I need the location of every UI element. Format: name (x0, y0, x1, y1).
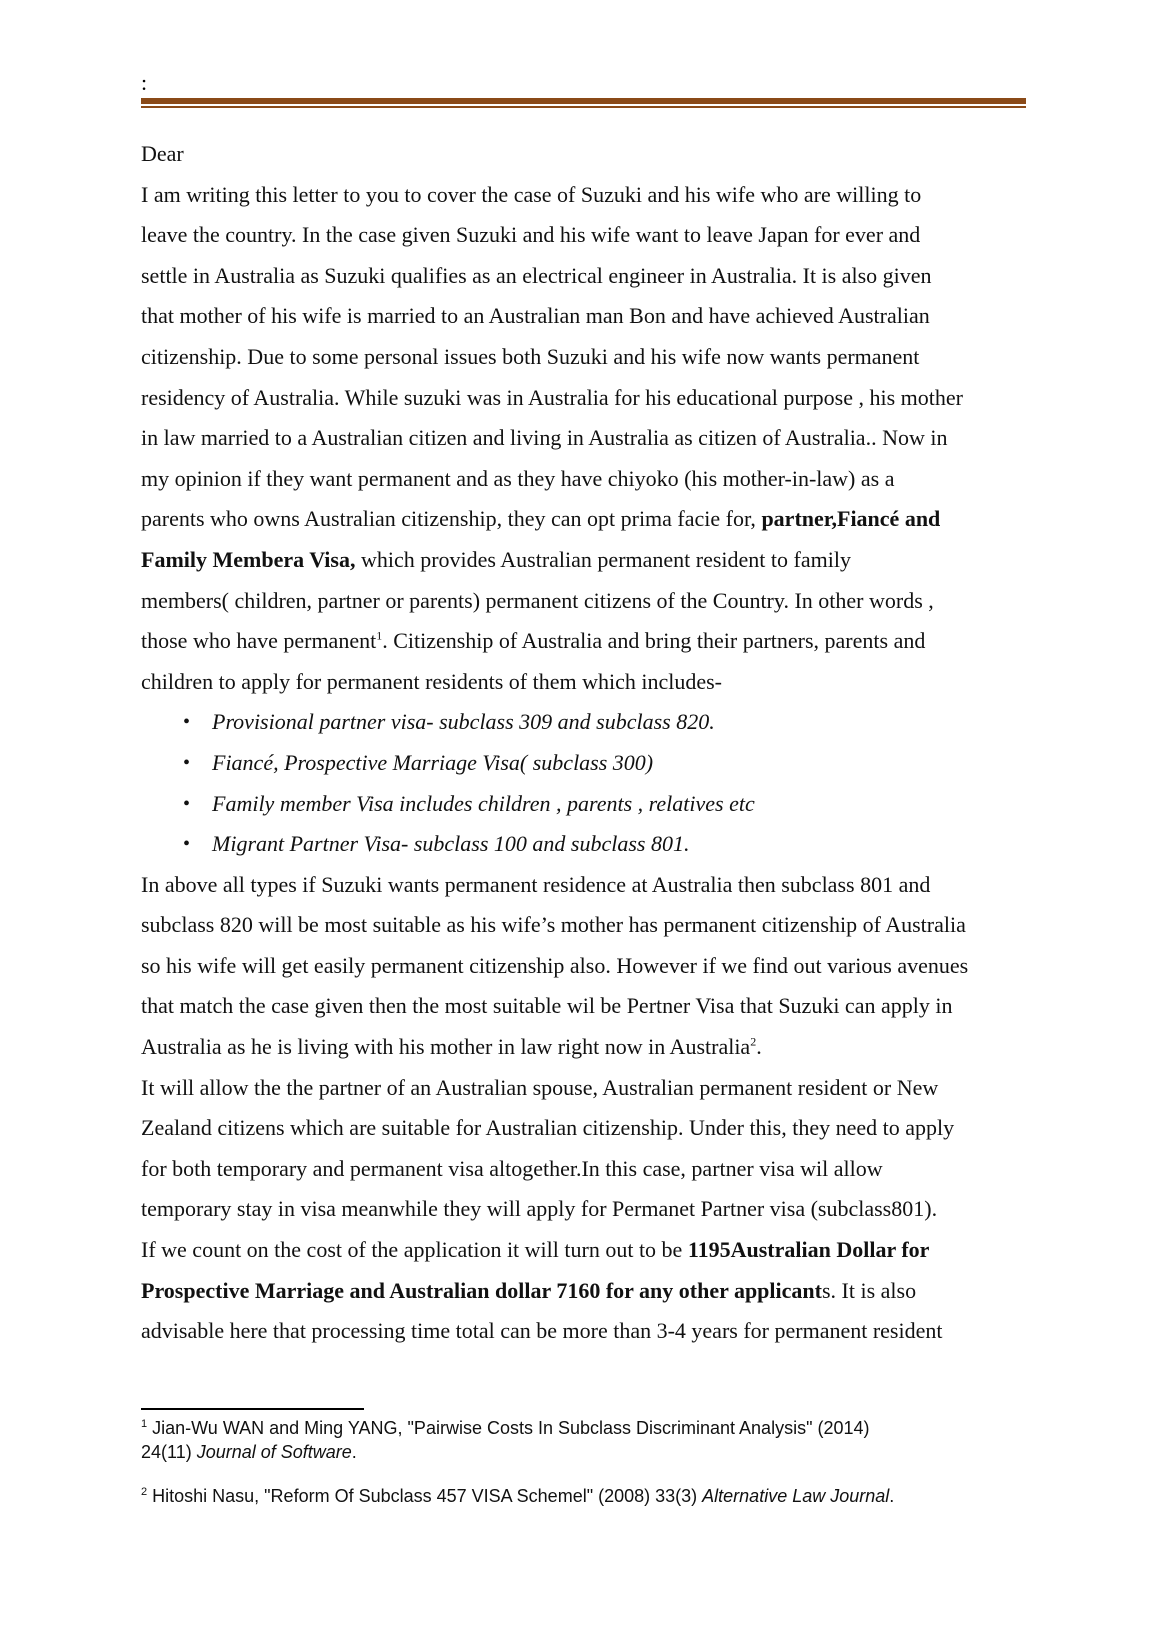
list-item (141, 824, 1033, 865)
footnote-journal: Journal of Software (196, 1442, 352, 1462)
p1-text: . Citizenship of Australia and bring their partners, parents and (382, 628, 926, 654)
footnote-journal: Alternative Law Journal (702, 1486, 890, 1506)
footnote-end: . (351, 1442, 357, 1462)
header-rule-thick (141, 98, 1026, 104)
footnote-number: 2 (141, 1486, 148, 1498)
p1-line: leave the country. In the case given Suzuki and his wife want to leave Japan for ever and (141, 222, 921, 248)
p1-text: which provides Australian permanent resident to family (355, 546, 851, 572)
p1-line: members( children, partner or parents) permanent citizens of the Country. In other words , (141, 587, 934, 613)
footnote-text: 24(11) (141, 1442, 197, 1462)
p1-line (141, 540, 1033, 581)
footnote-separator (141, 1408, 364, 1410)
p1-line: citizenship. Due to some personal issues both Suzuki and his wife now wants permanent (141, 343, 920, 369)
p1-line: my opinion if they want permanent and as they have chiyoko (his mother-in-law) as a (141, 465, 895, 491)
list-item-text: Migrant Partner Visa- subclass 100 and subclass 801. (212, 831, 690, 857)
list-item-text: Family member Visa includes children , parents , relatives etc (212, 790, 755, 816)
p3-line: Zealand citizens which are suitable for Australian citizenship. Under this, they need to apply (141, 1115, 955, 1141)
p2-line: subclass 820 will be most suitable as his wife’s mother has permanent citizenship of Australia (141, 912, 966, 938)
p4-text: If we count on the cost of the application it will turn out to be (141, 1237, 688, 1263)
p2-line: so his wife will get easily permanent citizenship also. However if we find out various avenues (141, 952, 969, 978)
p1-line (141, 499, 1033, 540)
visa-category-bold: partner,Fiancé and (761, 506, 941, 532)
footnote-ref-2[interactable]: 2 (750, 1034, 757, 1049)
letter-body (141, 134, 1033, 1352)
footnote-end: . (889, 1486, 895, 1506)
visa-category-bold: Family Membera Visa, (141, 546, 356, 572)
list-item (141, 784, 1033, 825)
p2-text: Australia as he is living with his mother in law right now in Australia (141, 1034, 751, 1060)
p4-line (141, 1271, 1033, 1312)
p1-line (141, 621, 1033, 662)
bullet-icon: • (183, 792, 191, 815)
p1-text: those who have permanent (141, 628, 377, 654)
bullet-icon: • (183, 751, 191, 774)
header-rule-thin (141, 106, 1026, 108)
header-mark: : (141, 70, 148, 95)
footnotes (141, 1416, 1021, 1508)
bullet-icon: • (183, 833, 191, 856)
salutation: Dear (141, 141, 184, 166)
p1-text: parents who owns Australian citizenship, they can opt prima facie for, (141, 506, 762, 532)
p1-line: in law married to a Australian citizen and living in Australia as citizen of Australia.. Now in (141, 425, 948, 451)
cost-bold: Prospective Marriage and Australian dollar 7160 for any other applicant (141, 1277, 822, 1303)
footnote-text: Hitoshi Nasu, "Reform Of Subclass 457 VISA Schemel" (2008) 33(3) (147, 1486, 703, 1506)
p1-line: children to apply for permanent residents of them which includes- (141, 668, 722, 694)
p1-line: I am writing this letter to you to cover the case of Suzuki and his wife who are willing to (141, 181, 922, 207)
p4-line (141, 1230, 1033, 1271)
list-item (141, 702, 1033, 743)
p1-line: residency of Australia. While suzuki was in Australia for his educational purpose , his mother (141, 384, 963, 410)
p2-line: In above all types if Suzuki wants permanent residence at Australia then subclass 801 and (141, 871, 931, 897)
paragraph-4 (141, 1230, 1033, 1352)
list-item-text: Provisional partner visa- subclass 309 and subclass 820. (212, 709, 715, 735)
footnote-1 (141, 1416, 1021, 1464)
p3-line: for both temporary and permanent visa altogether.In this case, partner visa wil allow (141, 1155, 883, 1181)
p1-line: settle in Australia as Suzuki qualifies as an electrical engineer in Australia. It is also given (141, 262, 932, 288)
paragraph-1 (141, 175, 1033, 703)
p1-line: that mother of his wife is married to an Australian man Bon and have achieved Australian (141, 303, 930, 329)
p3-line: It will allow the the partner of an Australian spouse, Australian permanent resident or New (141, 1074, 939, 1100)
visa-list (141, 702, 1033, 864)
p2-text: . (756, 1034, 762, 1060)
p2-line (141, 1027, 1033, 1068)
p2-line: that match the case given then the most suitable wil be Pertner Visa that Suzuki can apply in (141, 993, 953, 1019)
footnote-ref-1[interactable]: 1 (376, 628, 383, 643)
footnote-text: Jian-Wu WAN and Ming YANG, "Pairwise Costs In Subclass Discriminant Analysis" (2014) (147, 1418, 870, 1438)
p4-text: s. It is also (821, 1277, 917, 1303)
list-item-text: Fiancé, Prospective Marriage Visa( subclass 300) (212, 749, 654, 775)
cost-bold: 1195Australian Dollar for (687, 1237, 930, 1263)
list-item (141, 743, 1033, 784)
p4-line: advisable here that processing time total can be more than 3-4 years for permanent resident (141, 1318, 943, 1344)
bullet-icon: • (183, 711, 191, 734)
footnote-number: 1 (141, 1418, 148, 1430)
paragraph-3 (141, 1068, 1033, 1230)
p3-line: temporary stay in visa meanwhile they will apply for Permanet Partner visa (subclass801). (141, 1196, 938, 1222)
paragraph-2 (141, 865, 1033, 1068)
footnote-2 (141, 1484, 1021, 1508)
